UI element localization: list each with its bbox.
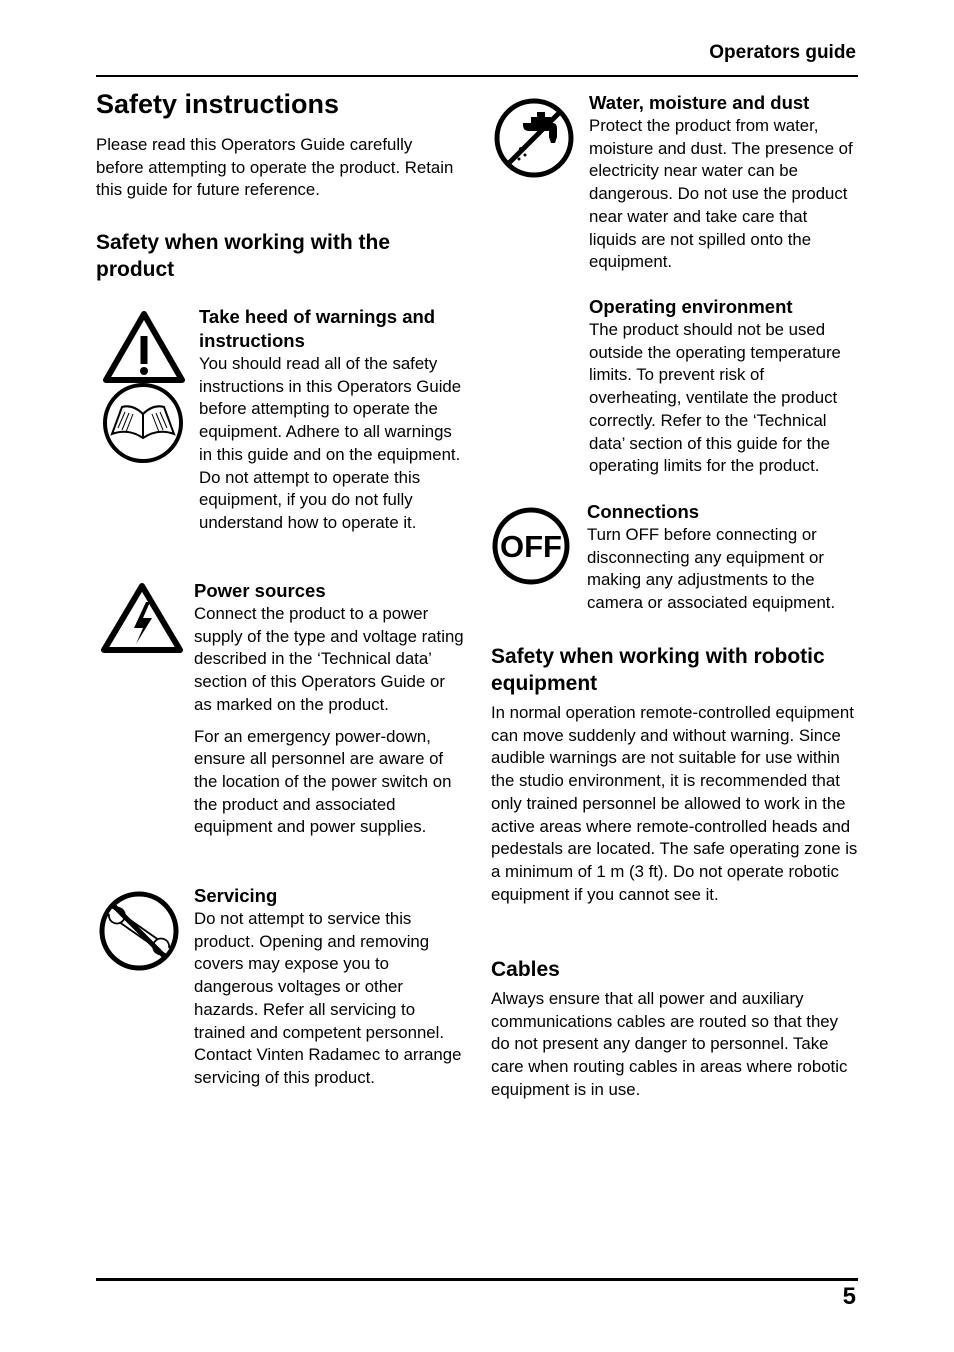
section-heading-cables: Cables <box>491 958 560 981</box>
item-paragraph: Protect the product from water, moisture and dust. The presence of electricity near water can be dangerous. Do not use the product near water and take care that liquids are not spilled onto the equipment. <box>589 116 853 272</box>
footer-rule <box>96 1278 858 1281</box>
high-voltage-icon <box>100 582 184 654</box>
intro-paragraph: Please read this Operators Guide carefully before attempting to operate the product. Retain this guide for future reference. <box>96 135 454 200</box>
item-title: Water, moisture and dust <box>589 92 810 113</box>
item-paragraph: Connect the product to a power supply of the type and voltage rating described in the ‘Technical data’ section of this Operators Guide or as marked on the product. <box>194 604 464 714</box>
item-power-sources <box>194 579 464 839</box>
item-paragraph: You should read all of the safety instructions in this Operators Guide before attempting to operate the equipment. Adhere to all warnings in this guide and on the equipment. Do not attempt to operate this equipment, if you do not fully understand how to operate it. <box>199 354 462 532</box>
cables-paragraph: Always ensure that all power and auxiliary communications cables are routed so that they do not present any danger to personnel. Take care when routing cables in areas where robotic equipment is in use. <box>491 989 848 1099</box>
robotic-paragraph: In normal operation remote-controlled equipment can move suddenly and without warning. Since audible warnings are not suitable for use within the studio environment, it is recommended that only trained personnel be allowed to work in the active areas where remote-controlled heads and pedestals are located. The safe operating zone is a minimum of 1 m (3 ft). Do not operate robotic equipment if you cannot see it. <box>491 703 858 904</box>
item-servicing <box>194 884 464 1090</box>
item-connections <box>587 500 859 615</box>
item-paragraph: The product should not be used outside the operating temperature limits. To prevent risk of overheating, ventilate the product correctly. Refer to the ‘Technical data’ section of this guide for the operating limits for the product. <box>589 320 841 476</box>
item-title: Servicing <box>194 885 278 906</box>
item-water <box>589 91 857 274</box>
page-number: 5 <box>842 1283 856 1310</box>
item-paragraph: For an emergency power-down, ensure all personnel are aware of the location of the power switch on the product and associated equipment and power supplies. <box>194 726 452 837</box>
header-rule <box>96 75 858 77</box>
item-title: Connections <box>587 501 700 522</box>
item-title: Take heed of warnings and instructions <box>199 306 436 351</box>
section-heading-robotic: Safety when working with robotic equipment <box>491 645 825 695</box>
item-operating-environment <box>589 295 857 478</box>
power-off-icon <box>491 506 571 586</box>
power-off-label: OFF <box>500 529 562 564</box>
running-header: Operators guide <box>709 42 856 63</box>
no-water-icon <box>493 97 575 179</box>
warning-and-book-icon <box>102 310 186 466</box>
page-title: Safety instructions <box>96 89 340 119</box>
item-warnings <box>199 305 465 535</box>
no-servicing-icon <box>98 890 180 972</box>
item-title: Operating environment <box>589 296 793 317</box>
item-title: Power sources <box>194 580 326 601</box>
item-paragraph: Turn OFF before connecting or disconnecting any equipment or making any adjustments to the camera or associated equipment. <box>587 525 836 613</box>
section-heading-product: Safety when working with the product <box>96 231 391 281</box>
item-paragraph: Do not attempt to service this product. Opening and removing covers may expose you to dangerous voltages or other hazards. Refer all servicing to trained and competent personnel. Contact Vinten Radamec to arrange servicing of this product. <box>194 909 462 1087</box>
